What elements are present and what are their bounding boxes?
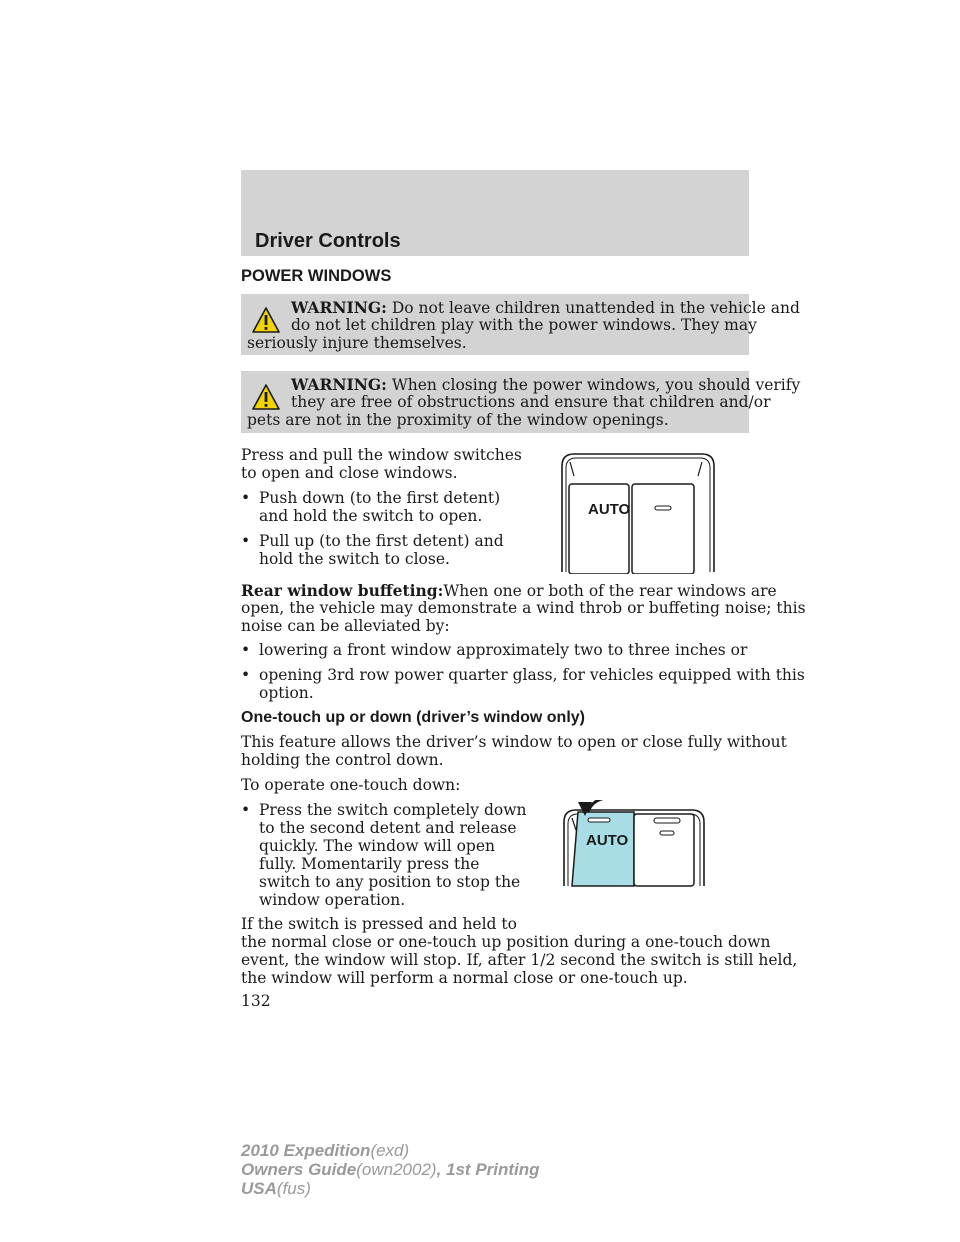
footer-line — [241, 1179, 311, 1198]
section-header — [241, 170, 749, 256]
warning-label: WARNING: — [291, 375, 387, 394]
buffeting-label: Rear window buffeting: — [241, 581, 444, 600]
footer-region-code: (fus) — [276, 1179, 311, 1198]
bullet-marker: • — [241, 489, 251, 507]
list-item: fully. Momentarily press the — [259, 855, 480, 873]
footer-region: USA — [241, 1179, 277, 1198]
bullet-marker: • — [241, 801, 251, 819]
auto-label: AUTO — [586, 832, 629, 849]
list-item: window operation. — [259, 891, 406, 909]
warning-box-2 — [241, 371, 801, 433]
list-item: lowering a front window approximately two to three inches or — [259, 641, 748, 659]
paragraph-line: This feature allows the driver’s window to open or close fully without — [241, 733, 787, 751]
footer-model-code: (exd) — [370, 1141, 410, 1160]
list-item: quickly. The window will open — [259, 837, 495, 855]
list-item: Press the switch completely down — [259, 801, 527, 819]
footer-guide-code: (own2002) — [356, 1160, 437, 1179]
list-item: Push down (to the first detent) — [259, 489, 501, 507]
paragraph-line: To operate one-touch down: — [241, 776, 461, 794]
warning-text: pets are not in the proximity of the window openings. — [247, 411, 669, 429]
window-switch-illustration — [556, 448, 720, 574]
header-title: Driver Controls — [255, 230, 401, 252]
list-item: opening 3rd row power quarter glass, for vehicles equipped with this — [259, 666, 805, 684]
bullet-marker: • — [241, 641, 251, 659]
one-touch-switch-illustration — [558, 800, 708, 888]
warning-triangle-icon — [251, 383, 281, 411]
buffeting-text: noise can be alleviated by: — [241, 617, 450, 635]
footer-line — [241, 1141, 409, 1160]
buffeting-text: open, the vehicle may demonstrate a wind throb or buffeting noise; this — [241, 599, 806, 617]
list-item: switch to any position to stop the — [259, 873, 521, 891]
paragraph-line: the window will perform a normal close or one-touch up. — [241, 969, 688, 987]
paragraph-line: event, the window will stop. If, after 1/2 second the switch is still held, — [241, 951, 798, 969]
footer-model: 2010 Expedition — [241, 1141, 371, 1160]
list-item: and hold the switch to open. — [259, 507, 483, 525]
warning-triangle-icon — [251, 306, 281, 334]
page-number: 132 — [241, 992, 271, 1010]
footer-line — [241, 1160, 540, 1179]
warning-text: do not let children play with the power windows. They may — [291, 316, 757, 334]
intro-line: to open and close windows. — [241, 464, 458, 482]
paragraph-line: holding the control down. — [241, 751, 444, 769]
warning-text: When closing the power windows, you should verify — [391, 376, 801, 394]
warning-text: Do not leave children unattended in the vehicle and — [391, 299, 800, 317]
list-item: option. — [259, 684, 314, 702]
warning-box-1 — [241, 294, 800, 355]
bullet-marker: • — [241, 532, 251, 550]
list-item: to the second detent and release — [259, 819, 517, 837]
warning-text: seriously injure themselves. — [247, 334, 467, 352]
auto-label: AUTO — [588, 501, 631, 518]
warning-label: WARNING: — [291, 298, 387, 317]
footer-guide: Owners Guide — [241, 1160, 357, 1179]
footer-printing: , 1st Printing — [436, 1160, 540, 1179]
section-title: POWER WINDOWS — [241, 267, 392, 285]
warning-text: they are free of obstructions and ensure that children and/or — [291, 393, 771, 411]
intro-line: Press and pull the window switches — [241, 446, 522, 464]
list-item: Pull up (to the first detent) and — [259, 532, 504, 550]
paragraph-line: the normal close or one-touch up position during a one-touch down — [241, 933, 771, 951]
bullet-marker: • — [241, 666, 251, 684]
paragraph-line: If the switch is pressed and held to — [241, 915, 517, 933]
subsection-title: One-touch up or down (driver’s window only) — [241, 709, 585, 726]
buffeting-text: When one or both of the rear windows are — [443, 582, 777, 600]
list-item: hold the switch to close. — [259, 550, 450, 568]
